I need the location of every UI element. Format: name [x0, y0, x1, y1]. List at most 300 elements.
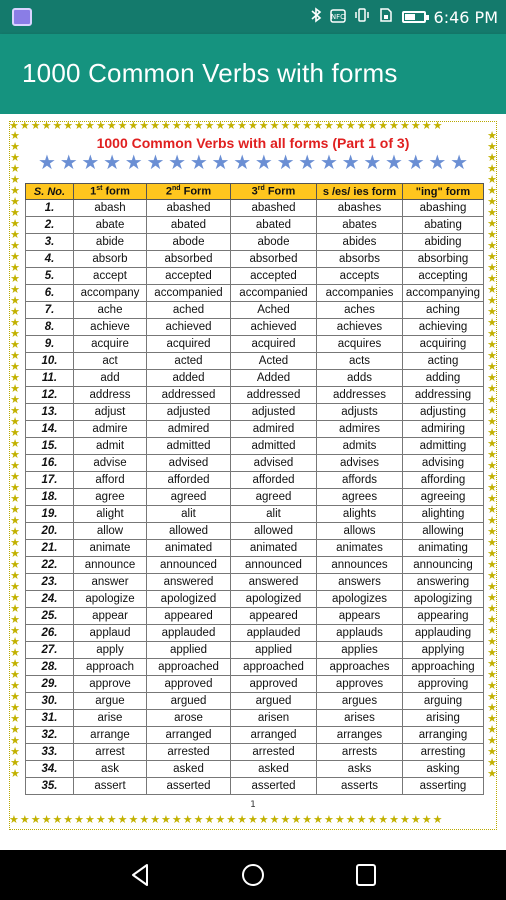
row-number: 25. [26, 608, 74, 625]
third-form-cell: adjusted [231, 404, 317, 421]
row-number: 20. [26, 523, 74, 540]
table-row [26, 455, 484, 472]
table-row [26, 472, 484, 489]
third-form-cell: Ached [231, 302, 317, 319]
third-form-cell: achieved [231, 319, 317, 336]
table-row [26, 285, 484, 302]
row-number: 12. [26, 387, 74, 404]
vibrate-icon [354, 7, 370, 27]
s-es-form-cell: applies [317, 642, 403, 659]
s-es-form-cell: accompanies [317, 285, 403, 302]
third-form-cell: admitted [231, 438, 317, 455]
row-number: 3. [26, 234, 74, 251]
s-es-form-cell: animates [317, 540, 403, 557]
table-row [26, 659, 484, 676]
third-form-cell: arranged [231, 727, 317, 744]
third-form-cell: approved [231, 676, 317, 693]
ing-form-cell: absorbing [403, 251, 484, 268]
row-number: 18. [26, 489, 74, 506]
second-form-cell: abode [147, 234, 231, 251]
third-form-cell: arisen [231, 710, 317, 727]
row-number: 11. [26, 370, 74, 387]
star-icon: ★ [59, 150, 78, 174]
first-form-cell: arrest [74, 744, 147, 761]
star-icon: ★ [341, 150, 360, 174]
first-form-cell: announce [74, 557, 147, 574]
s-es-form-cell: arises [317, 710, 403, 727]
second-form-cell: acquired [147, 336, 231, 353]
s-es-form-cell: abashes [317, 200, 403, 217]
table-row [26, 268, 484, 285]
third-form-cell: asked [231, 761, 317, 778]
first-form-cell: acquire [74, 336, 147, 353]
second-form-cell: announced [147, 557, 231, 574]
first-form-cell: arrange [74, 727, 147, 744]
table-row [26, 421, 484, 438]
header-ing-form: "ing" form [403, 184, 484, 200]
star-icon: ★ [254, 150, 273, 174]
row-number: 16. [26, 455, 74, 472]
third-form-cell: applauded [231, 625, 317, 642]
second-form-cell: adjusted [147, 404, 231, 421]
ing-form-cell: answering [403, 574, 484, 591]
table-row [26, 200, 484, 217]
third-form-cell: Acted [231, 353, 317, 370]
first-form-cell: allow [74, 523, 147, 540]
row-number: 9. [26, 336, 74, 353]
first-form-cell: absorb [74, 251, 147, 268]
verb-table-body [26, 200, 484, 795]
first-form-cell: assert [74, 778, 147, 795]
row-number: 24. [26, 591, 74, 608]
star-icon: ★ [276, 150, 295, 174]
ing-form-cell: arising [403, 710, 484, 727]
second-form-cell: appeared [147, 608, 231, 625]
second-form-cell: apologized [147, 591, 231, 608]
back-icon [126, 862, 156, 888]
s-es-form-cell: approaches [317, 659, 403, 676]
second-form-cell: asserted [147, 778, 231, 795]
second-form-cell: applied [147, 642, 231, 659]
s-es-form-cell: acts [317, 353, 403, 370]
s-es-form-cell: admits [317, 438, 403, 455]
ing-form-cell: animating [403, 540, 484, 557]
s-es-form-cell: achieves [317, 319, 403, 336]
row-number: 15. [26, 438, 74, 455]
second-form-cell: applauded [147, 625, 231, 642]
first-form-cell: accompany [74, 285, 147, 302]
s-es-form-cell: adds [317, 370, 403, 387]
ing-form-cell: arguing [403, 693, 484, 710]
third-form-cell: accompanied [231, 285, 317, 302]
third-form-cell: announced [231, 557, 317, 574]
row-number: 32. [26, 727, 74, 744]
third-form-cell: afforded [231, 472, 317, 489]
row-number: 10. [26, 353, 74, 370]
second-form-cell: argued [147, 693, 231, 710]
third-form-cell: allowed [231, 523, 317, 540]
first-form-cell: agree [74, 489, 147, 506]
star-icon: ★ [124, 150, 143, 174]
third-form-cell: Added [231, 370, 317, 387]
ing-form-cell: asking [403, 761, 484, 778]
app-bar [0, 34, 506, 114]
third-form-cell: alit [231, 506, 317, 523]
row-number: 34. [26, 761, 74, 778]
ing-form-cell: allowing [403, 523, 484, 540]
ing-form-cell: asserting [403, 778, 484, 795]
third-form-cell: acquired [231, 336, 317, 353]
second-form-cell: addressed [147, 387, 231, 404]
row-number: 19. [26, 506, 74, 523]
s-es-form-cell: admires [317, 421, 403, 438]
ing-form-cell: approving [403, 676, 484, 693]
s-es-form-cell: argues [317, 693, 403, 710]
third-form-cell: applied [231, 642, 317, 659]
star-border-top: ★★★★★★★★★★★★★★★★★★★★★★★★★★★★★★★★★★★★★★★★ [9, 120, 444, 131]
ing-form-cell: aching [403, 302, 484, 319]
ing-form-cell: adjusting [403, 404, 484, 421]
recent-apps-button[interactable] [351, 862, 381, 888]
row-number: 2. [26, 217, 74, 234]
bluetooth-icon [310, 7, 322, 27]
star-icon: ★ [38, 150, 56, 174]
third-form-cell: argued [231, 693, 317, 710]
ing-form-cell: affording [403, 472, 484, 489]
star-icon: ★ [298, 150, 317, 174]
star-icon: ★ [363, 150, 382, 174]
verb-page[interactable] [0, 114, 506, 850]
row-number: 4. [26, 251, 74, 268]
second-form-cell: arose [147, 710, 231, 727]
s-es-form-cell: answers [317, 574, 403, 591]
row-number: 14. [26, 421, 74, 438]
star-border-left: ★★★★★★★★★★★★★★★★★★★★★★★★★★★★★★★★★★★★★★★★★★★★★★★★★★★★★★★★★★★ [10, 130, 20, 780]
table-row [26, 234, 484, 251]
recent-apps-icon [351, 862, 381, 888]
ing-form-cell: admitting [403, 438, 484, 455]
first-form-cell: address [74, 387, 147, 404]
first-form-cell: ache [74, 302, 147, 319]
status-time: 6:46 PM [433, 7, 498, 27]
star-icon: ★ [385, 150, 403, 174]
third-form-cell: addressed [231, 387, 317, 404]
s-es-form-cell: advises [317, 455, 403, 472]
third-form-cell: animated [231, 540, 317, 557]
third-form-cell: answered [231, 574, 317, 591]
s-es-form-cell: affords [317, 472, 403, 489]
second-form-cell: arranged [147, 727, 231, 744]
first-form-cell: achieve [74, 319, 147, 336]
s-es-form-cell: absorbs [317, 251, 403, 268]
third-form-cell: abashed [231, 200, 317, 217]
second-form-cell: afforded [147, 472, 231, 489]
ing-form-cell: abating [403, 217, 484, 234]
table-row [26, 251, 484, 268]
ing-form-cell: accepting [403, 268, 484, 285]
header-s-es-form: s /es/ ies form [317, 184, 403, 200]
status-icons [310, 7, 498, 27]
table-row [26, 336, 484, 353]
third-form-cell: approached [231, 659, 317, 676]
row-number: 7. [26, 302, 74, 319]
second-form-cell: ached [147, 302, 231, 319]
table-row [26, 404, 484, 421]
s-es-form-cell: arrests [317, 744, 403, 761]
s-es-form-cell: allows [317, 523, 403, 540]
second-form-cell: acted [147, 353, 231, 370]
ing-form-cell: advising [403, 455, 484, 472]
first-form-cell: applaud [74, 625, 147, 642]
ing-form-cell: arresting [403, 744, 484, 761]
row-number: 29. [26, 676, 74, 693]
first-form-cell: ask [74, 761, 147, 778]
ing-form-cell: applying [403, 642, 484, 659]
ing-form-cell: accompanying [403, 285, 484, 302]
home-button[interactable] [238, 862, 268, 888]
table-row [26, 370, 484, 387]
second-form-cell: agreed [147, 489, 231, 506]
s-es-form-cell: accepts [317, 268, 403, 285]
star-icon: ★ [103, 150, 121, 174]
document-title: 1000 Common Verbs with all forms (Part 1 of 3) [96, 135, 410, 151]
third-form-cell: advised [231, 455, 317, 472]
row-number: 13. [26, 404, 74, 421]
ing-form-cell: abashing [403, 200, 484, 217]
ing-form-cell: alighting [403, 506, 484, 523]
star-icon: ★ [450, 150, 468, 174]
third-form-cell: apologized [231, 591, 317, 608]
table-row [26, 608, 484, 625]
ing-form-cell: acting [403, 353, 484, 370]
s-es-form-cell: approves [317, 676, 403, 693]
s-es-form-cell: arranges [317, 727, 403, 744]
ing-form-cell: applauding [403, 625, 484, 642]
table-row [26, 642, 484, 659]
table-row [26, 693, 484, 710]
ing-form-cell: adding [403, 370, 484, 387]
table-row [26, 506, 484, 523]
first-form-cell: abash [74, 200, 147, 217]
table-row [26, 353, 484, 370]
ing-form-cell: abiding [403, 234, 484, 251]
table-row [26, 387, 484, 404]
first-form-cell: argue [74, 693, 147, 710]
first-form-cell: advise [74, 455, 147, 472]
s-es-form-cell: apologizes [317, 591, 403, 608]
s-es-form-cell: asserts [317, 778, 403, 795]
s-es-form-cell: appears [317, 608, 403, 625]
first-form-cell: admit [74, 438, 147, 455]
star-icon: ★ [211, 150, 230, 174]
table-row [26, 302, 484, 319]
verb-table [25, 183, 484, 795]
row-number: 5. [26, 268, 74, 285]
third-form-cell: asserted [231, 778, 317, 795]
row-number: 6. [26, 285, 74, 302]
ing-form-cell: agreeing [403, 489, 484, 506]
first-form-cell: arise [74, 710, 147, 727]
third-form-cell: appeared [231, 608, 317, 625]
row-number: 26. [26, 625, 74, 642]
s-es-form-cell: abides [317, 234, 403, 251]
first-form-cell: abate [74, 217, 147, 234]
s-es-form-cell: alights [317, 506, 403, 523]
second-form-cell: approved [147, 676, 231, 693]
third-form-cell: absorbed [231, 251, 317, 268]
star-icon: ★ [146, 150, 165, 174]
star-icon: ★ [233, 150, 252, 174]
row-number: 35. [26, 778, 74, 795]
row-number: 33. [26, 744, 74, 761]
blue-star-divider [38, 151, 468, 173]
second-form-cell: abated [147, 217, 231, 234]
star-icon: ★ [406, 150, 425, 174]
second-form-cell: approached [147, 659, 231, 676]
star-icon: ★ [319, 150, 338, 174]
second-form-cell: answered [147, 574, 231, 591]
home-icon [238, 862, 268, 888]
first-form-cell: answer [74, 574, 147, 591]
s-es-form-cell: adjusts [317, 404, 403, 421]
row-number: 27. [26, 642, 74, 659]
svg-text:NFC: NFC [330, 12, 345, 21]
table-row [26, 438, 484, 455]
first-form-cell: afford [74, 472, 147, 489]
first-form-cell: animate [74, 540, 147, 557]
second-form-cell: arrested [147, 744, 231, 761]
star-icon: ★ [428, 150, 447, 174]
header-sno: S. No. [26, 184, 74, 200]
table-header-row [26, 184, 484, 200]
second-form-cell: alit [147, 506, 231, 523]
third-form-cell: abode [231, 234, 317, 251]
table-row [26, 591, 484, 608]
page-number: 1 [250, 800, 256, 810]
s-es-form-cell: aches [317, 302, 403, 319]
row-number: 23. [26, 574, 74, 591]
second-form-cell: asked [147, 761, 231, 778]
ing-form-cell: approaching [403, 659, 484, 676]
star-border-bottom: ★★★★★★★★★★★★★★★★★★★★★★★★★★★★★★★★★★★★★★★★ [9, 814, 444, 825]
app-title: 1000 Common Verbs with forms [22, 58, 398, 88]
third-form-cell: agreed [231, 489, 317, 506]
header-second-form: 2nd Form [147, 184, 231, 200]
row-number: 8. [26, 319, 74, 336]
first-form-cell: apply [74, 642, 147, 659]
third-form-cell: abated [231, 217, 317, 234]
second-form-cell: advised [147, 455, 231, 472]
ing-form-cell: achieving [403, 319, 484, 336]
table-row [26, 778, 484, 795]
row-number: 17. [26, 472, 74, 489]
star-icon: ★ [189, 150, 208, 174]
row-number: 21. [26, 540, 74, 557]
back-button[interactable] [126, 862, 156, 888]
s-es-form-cell: agrees [317, 489, 403, 506]
star-icon: ★ [168, 150, 187, 174]
battery-icon [402, 11, 426, 23]
header-first-form: 1st form [74, 184, 147, 200]
s-es-form-cell: addresses [317, 387, 403, 404]
first-form-cell: admire [74, 421, 147, 438]
ing-form-cell: apologizing [403, 591, 484, 608]
second-form-cell: achieved [147, 319, 231, 336]
table-row [26, 625, 484, 642]
table-row [26, 744, 484, 761]
first-form-cell: act [74, 353, 147, 370]
second-form-cell: absorbed [147, 251, 231, 268]
row-number: 30. [26, 693, 74, 710]
table-row [26, 727, 484, 744]
first-form-cell: approve [74, 676, 147, 693]
first-form-cell: adjust [74, 404, 147, 421]
row-number: 22. [26, 557, 74, 574]
ing-form-cell: appearing [403, 608, 484, 625]
s-es-form-cell: asks [317, 761, 403, 778]
ing-form-cell: admiring [403, 421, 484, 438]
table-row [26, 489, 484, 506]
star-border-right: ★★★★★★★★★★★★★★★★★★★★★★★★★★★★★★★★★★★★★★★★★★★★★★★★★★★★★★★★★★★ [487, 130, 497, 780]
sim-icon [378, 7, 394, 27]
table-row [26, 319, 484, 336]
table-row [26, 523, 484, 540]
table-row [26, 217, 484, 234]
navigation-bar [0, 850, 506, 900]
ing-form-cell: acquiring [403, 336, 484, 353]
table-row [26, 676, 484, 693]
first-form-cell: approach [74, 659, 147, 676]
second-form-cell: accompanied [147, 285, 231, 302]
first-form-cell: apologize [74, 591, 147, 608]
ing-form-cell: arranging [403, 727, 484, 744]
second-form-cell: added [147, 370, 231, 387]
second-form-cell: animated [147, 540, 231, 557]
star-icon: ★ [81, 150, 100, 174]
second-form-cell: admitted [147, 438, 231, 455]
nfc-icon [330, 8, 346, 27]
second-form-cell: admired [147, 421, 231, 438]
row-number: 28. [26, 659, 74, 676]
row-number: 31. [26, 710, 74, 727]
second-form-cell: accepted [147, 268, 231, 285]
s-es-form-cell: announces [317, 557, 403, 574]
first-form-cell: alight [74, 506, 147, 523]
ing-form-cell: addressing [403, 387, 484, 404]
second-form-cell: abashed [147, 200, 231, 217]
header-third-form: 3rd Form [231, 184, 317, 200]
third-form-cell: arrested [231, 744, 317, 761]
third-form-cell: admired [231, 421, 317, 438]
table-row [26, 574, 484, 591]
first-form-cell: abide [74, 234, 147, 251]
first-form-cell: appear [74, 608, 147, 625]
table-row [26, 557, 484, 574]
third-form-cell: accepted [231, 268, 317, 285]
table-row [26, 540, 484, 557]
app-notification-icon [12, 8, 32, 26]
table-row [26, 710, 484, 727]
status-bar [0, 0, 506, 34]
second-form-cell: allowed [147, 523, 231, 540]
row-number: 1. [26, 200, 74, 217]
s-es-form-cell: acquires [317, 336, 403, 353]
table-row [26, 761, 484, 778]
first-form-cell: add [74, 370, 147, 387]
s-es-form-cell: applauds [317, 625, 403, 642]
ing-form-cell: announcing [403, 557, 484, 574]
first-form-cell: accept [74, 268, 147, 285]
